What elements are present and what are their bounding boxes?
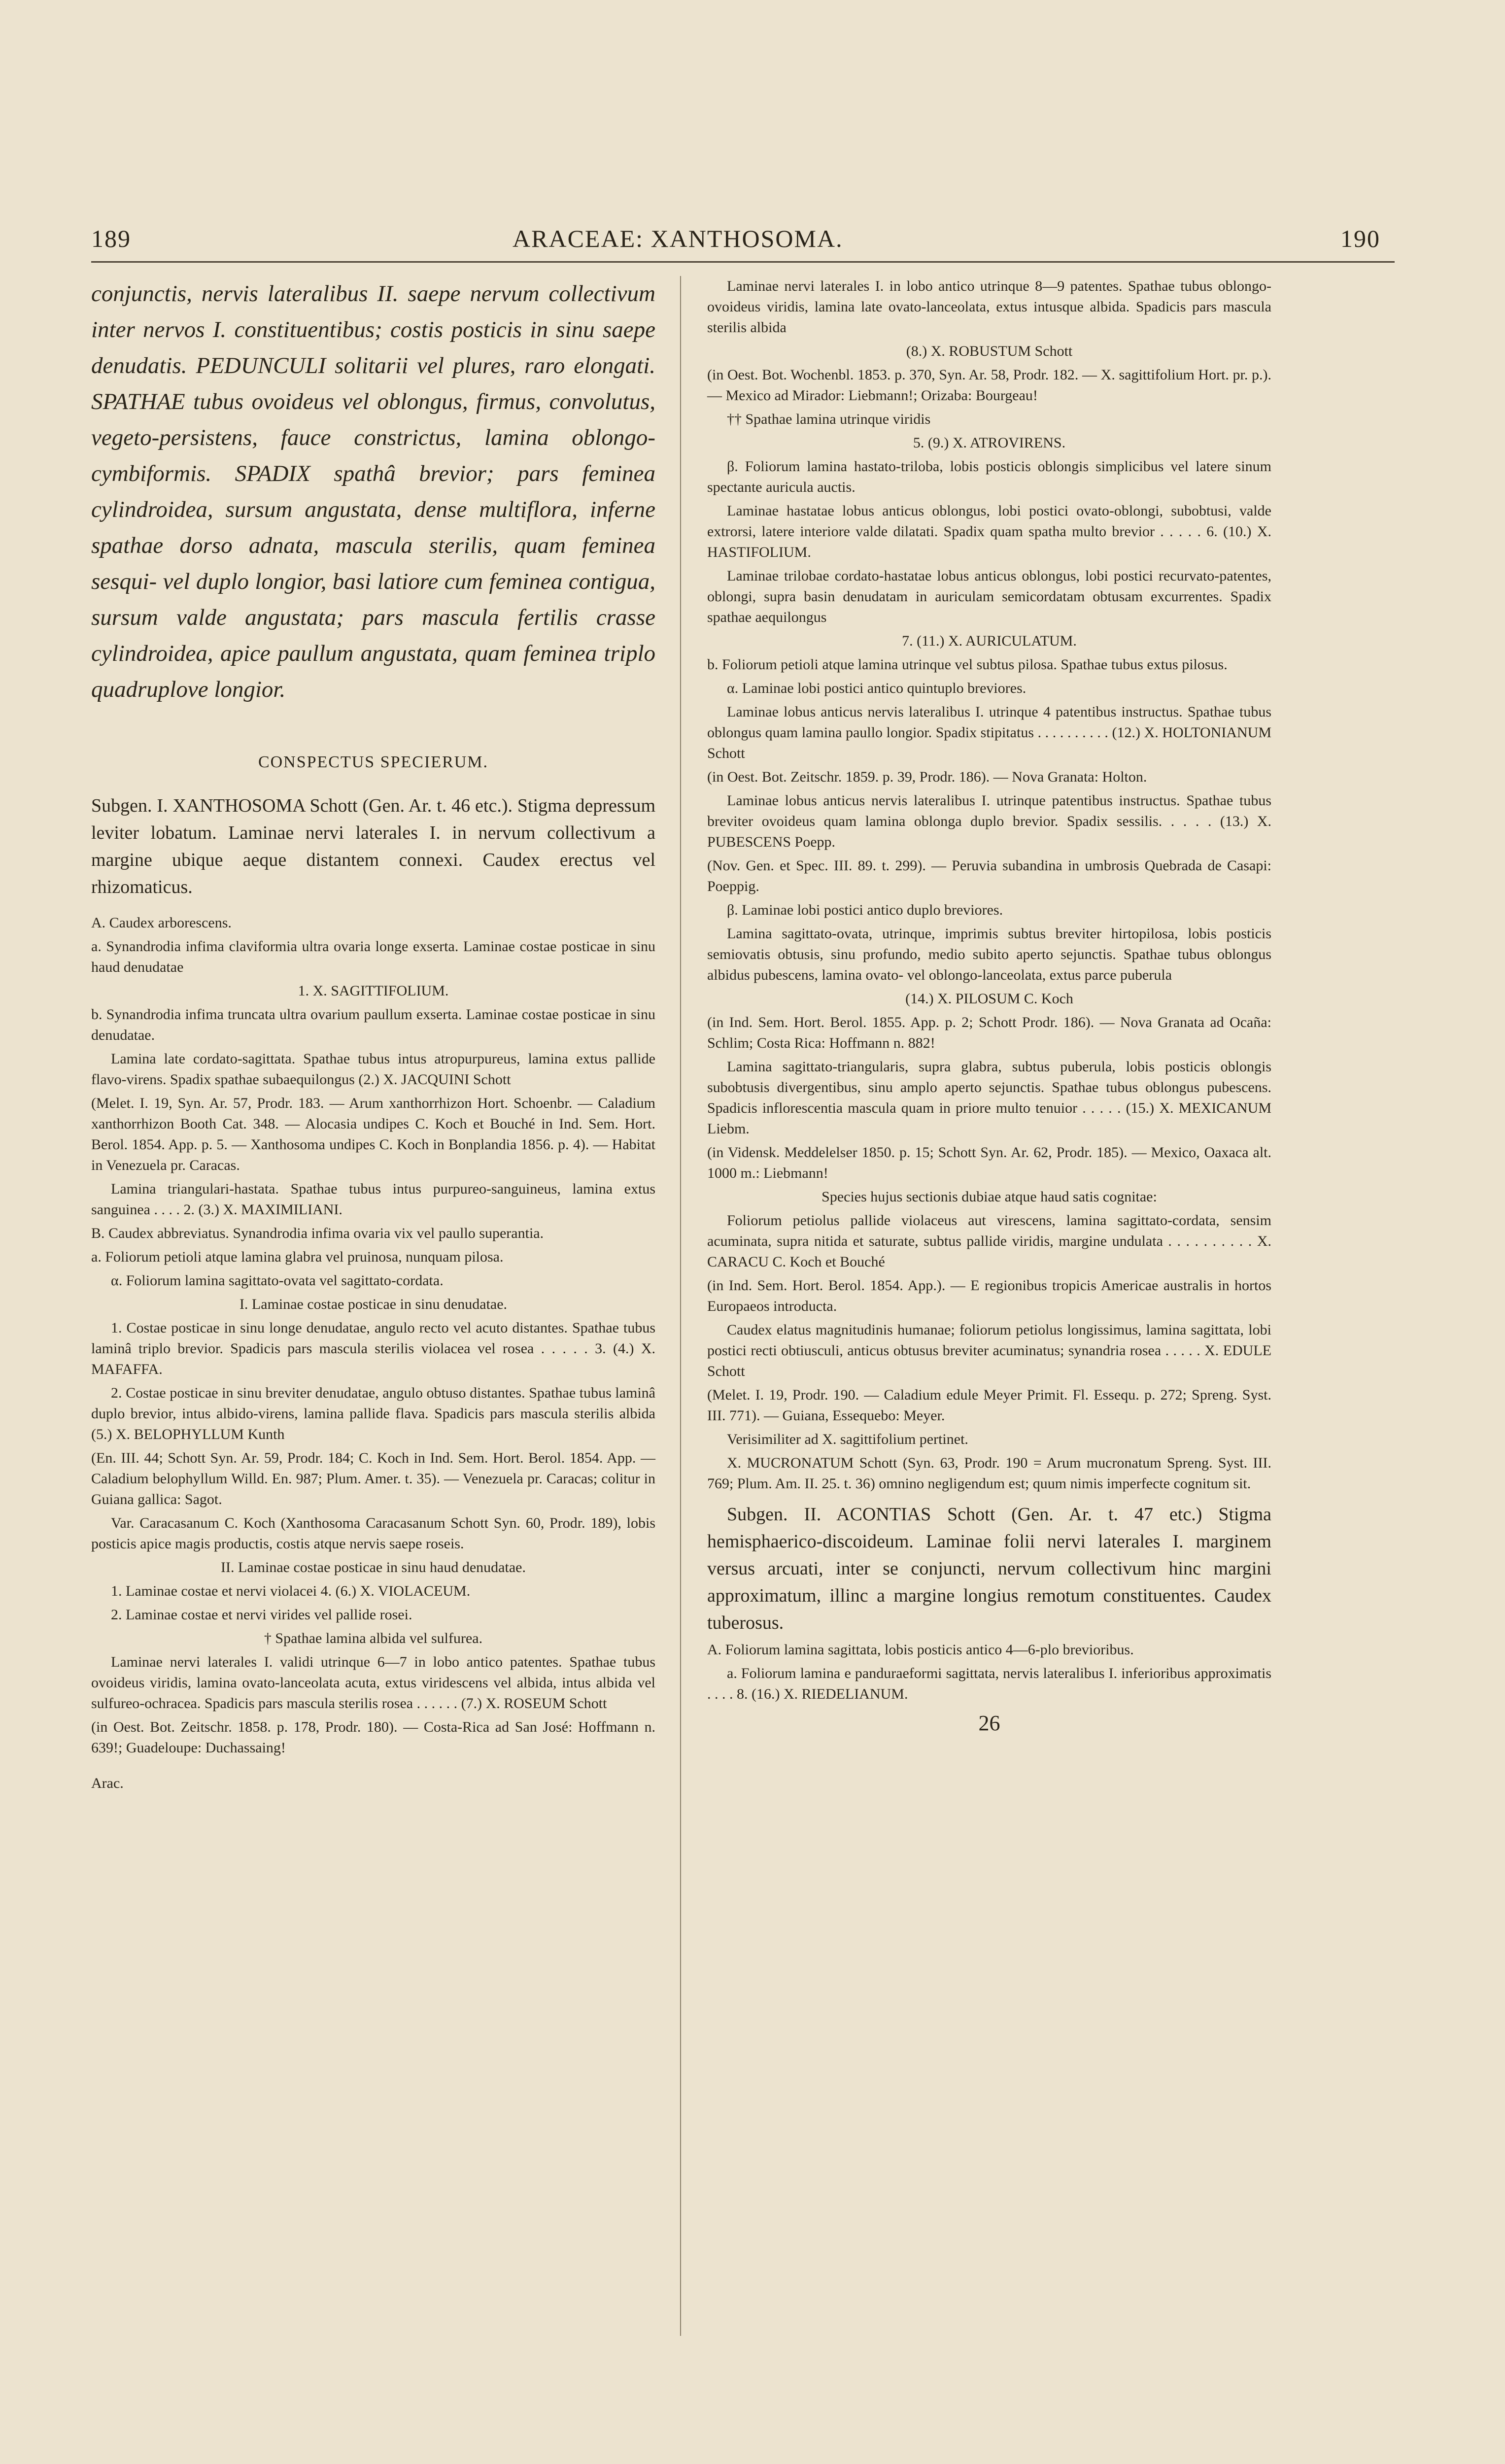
key-entry: †† Spathae lamina utrinque viridis	[727, 411, 931, 427]
citation: (in Oest. Bot. Zeitschr. 1859. p. 39, Prodr. 186). — Nova Granata: Holton.	[707, 769, 1147, 785]
header-rule	[91, 261, 1395, 263]
citation: (in Vidensk. Meddelelser 1850. p. 15; Schott Syn. Ar. 62, Prodr. 185). — Mexico, Oaxaca alt. 1000 m.: Liebmann!	[707, 1144, 1271, 1181]
citation: (in Ind. Sem. Hort. Berol. 1854. App.). — E regionibus tropicis Americae australis in hortos Europaeos introducta.	[707, 1277, 1271, 1314]
key-entry: a. Foliorum petioli atque lamina glabra vel pruinosa, nunquam pilosa.	[91, 1249, 504, 1265]
species-description: Caudex elatus magnitudinis humanae; foliorum petiolus longissimus, lamina sagittata, lobi postici recti obtiusculi, anticus obtusus breviter acuminatus; synandria rosea . . . . . X. EDULE Schott	[707, 1322, 1271, 1379]
species-description: Laminae lobus anticus nervis lateralibus I. utrinque 4 patentibus instructus. Spathae tubus oblongus quam lamina paullo longior. Spadix stipitatus . . . . . . . . . . (12.) X. HOLTONIANUM Schott	[707, 704, 1271, 761]
key-entry: A. Foliorum lamina sagittata, lobis posticis antico 4—6-plo brevioribus.	[707, 1642, 1134, 1658]
note: Verisimiliter ad X. sagittifolium pertinet.	[727, 1431, 968, 1447]
key-entry: II. Laminae costae posticae in sinu haud denudatae.	[221, 1559, 526, 1575]
citation: (Melet. I. 19, Prodr. 190. — Caladium edule Meyer Primit. Fl. Essequ. p. 272; Spreng. Syst. III. 771). — Guiana, Essequebo: Meyer.	[707, 1387, 1271, 1424]
citation: (Melet. I. 19, Syn. Ar. 57, Prodr. 183. — Arum xanthorrhizon Hort. Schoenbr. — Caladium xanthorrhizon Booth Cat. 348. — Alocasia undipes C. Koch et Bouché in Ind. Sem. Hort. Berol. 1854. App. p. 5. — Xanthosoma undipes C. Koch in Bonplandia 1856. p. 4). — Habitat in Venezuela pr. Caracas.	[91, 1095, 655, 1173]
species-name: 7. (11.) X. AURICULATUM.	[902, 633, 1077, 649]
species-name: (8.) X. ROBUSTUM Schott	[906, 343, 1073, 359]
key-entry: 1. Laminae costae et nervi violacei 4. (6.) X. VIOLACEUM.	[111, 1583, 471, 1599]
section-heading: Species hujus sectionis dubiae atque haud satis cognitae:	[821, 1189, 1157, 1205]
genus-description: conjunctis, nervis lateralibus II. saepe nervum collectivum inter nervos I. constituentibus; costis posticis in sinu saepe denudatis. PEDUNCULI solitarii vel plures, raro elongati. SPATHAE tubus ovoideus vel oblongus, firmus, convolutus, vegeto-persistens, fauce constrictus, lamina oblongo-cymbiformis. SPADIX spathâ brevior; pars feminea cylindroidea, sursum angustata, dense multiflora, inferne spathae dorso adnata, mascula sterilis, quam feminea sesqui- vel duplo longior, basi latiore cum feminea contigua, sursum valde angustata; pars mascula fertilis crasse cylindroidea, apice paullum angustata, quam feminea triplo quadruplove longior.	[91, 281, 655, 702]
species-description: Lamina sagittato-ovata, utrinque, imprimis subtus breviter hirtopilosa, lobis posticis semiovatis obtusis, sinu profundo, medio subito aperto sejunctis. Spathae tubus oblongus albidus pubescens, lamina ovato- vel oblongo-lanceolata, extus parce puberula	[707, 925, 1271, 983]
species-description: Lamina triangulari-hastata. Spathae tubus intus purpureo-sanguineus, lamina extus sanguinea . . . . 2. (3.) X. MAXIMILIANI.	[91, 1181, 655, 1218]
subgenus-1-heading: Subgen. I. XANTHOSOMA Schott (Gen. Ar. t. 46 etc.). Stigma depressum leviter lobatum. Laminae nervi laterales I. in nervum collectivum a margine ubique aeque distantem connexi. Caudex erectus vel rhizomaticus.	[91, 795, 655, 897]
species-name: 1. X. SAGITTIFOLIUM.	[298, 983, 449, 999]
species-description: Laminae trilobae cordato-hastatae lobus anticus oblongus, lobi postici recurvato-patentes, oblongi, supra basin denudatam in auriculam semicordatam obtusam excurrentes. Spadix spathae aequilongus	[707, 568, 1271, 625]
note: X. MUCRONATUM Schott (Syn. 63, Prodr. 190 = Arum mucronatum Spreng. Syst. III. 769; Plum. Am. II. 25. t. 36) omnino negligendum est; quum nimis imperfecte cognitum sit.	[707, 1455, 1271, 1492]
signature-number: 26	[978, 1711, 1000, 1735]
key-entry: † Spathae lamina albida vel sulfurea.	[264, 1630, 483, 1646]
conspectus-heading: CONSPECTUS SPECIERUM.	[258, 753, 489, 771]
species-description: Laminae lobus anticus nervis lateralibus I. utrinque patentibus instructus. Spathae tubus breviter ovoideus quam lamina oblonga duplo brevior. Spadix sessilis. . . . . (13.) X. PUBESCENS Poepp.	[707, 792, 1271, 850]
species-name: 5. (9.) X. ATROVIRENS.	[913, 435, 1066, 451]
species-description: Laminae nervi laterales I. in lobo antico utrinque 8—9 patentes. Spathae tubus oblongo-ovoideus viridis, lamina late ovato-lanceolata, extus intusque albida. Spadicis pars mascula sterilis albida	[707, 278, 1271, 336]
key-entry: b. Synandrodia infima truncata ultra ovarium paullum exserta. Laminae costae posticae in sinu denudatae.	[91, 1006, 655, 1043]
citation: (Nov. Gen. et Spec. III. 89. t. 299). — Peruvia subandina in umbrosis Quebrada de Casapi: Poeppig.	[707, 857, 1271, 894]
key-entry: β. Laminae lobi postici antico duplo breviores.	[727, 902, 1003, 918]
page-number-right: 190	[1340, 225, 1380, 252]
key-entry: B. Caudex abbreviatus. Synandrodia infima ovaria vix vel paullo superantia.	[91, 1225, 544, 1241]
running-title: ARACEAE: XANTHOSOMA.	[513, 225, 843, 252]
species-description: Laminae nervi laterales I. validi utrinque 6—7 in lobo antico patentes. Spathae tubus ovoideus viridis, lamina ovato-lanceolata acuta, extus viridescens vel albida, intus albida vel sulfureo-ochracea. Spadicis pars mascula sterilis rosea . . . . . . (7.) X. ROSEUM Schott	[91, 1654, 655, 1711]
key-entry: α. Laminae lobi postici antico quintuplo breviores.	[727, 680, 1026, 696]
key-entry: A. Caudex arborescens.	[91, 915, 232, 931]
citation: (in Ind. Sem. Hort. Berol. 1855. App. p. 2; Schott Prodr. 186). — Nova Granata ad Ocaña: Schlim; Costa Rica: Hoffmann n. 882!	[707, 1014, 1271, 1051]
left-column	[91, 276, 655, 1797]
subgenus-2-heading: Subgen. II. ACONTIAS Schott (Gen. Ar. t. 47 etc.) Stigma hemisphaerico-discoideum. Laminae folii nervi laterales I. marginem versus arcuati, inter se conjuncti, nervum collectivum hinc margini approximatum, illinc a margine longius remotum constituentes. Caudex tuberosus.	[707, 1504, 1271, 1633]
key-entry: a. Foliorum lamina e panduraeformi sagittata, nervis lateralibus I. inferioribus approximatis . . . . 8. (16.) X. RIEDELIANUM.	[707, 1665, 1271, 1702]
key-entry: 1. Costae posticae in sinu longe denudatae, angulo recto vel acuto distantes. Spathae tubus laminâ triplo brevior. Spadicis pars mascula sterilis violacea vel rosea . . . . . 3. (4.) X. MAFAFFA.	[91, 1320, 655, 1377]
key-entry: I. Laminae costae posticae in sinu denudatae.	[239, 1296, 508, 1312]
citation: (in Oest. Bot. Zeitschr. 1858. p. 178, Prodr. 180). — Costa-Rica ad San José: Hoffmann n. 639!; Guadeloupe: Duchassaing!	[91, 1719, 655, 1756]
species-description: Lamina sagittato-triangularis, supra glabra, subtus puberula, lobis posticis oblongis subobtusis divergentibus, sinu amplo aperto sejunctis. Spathae tubus oblongus pubescens. Spadicis inflorescentia mascula quam in priore multo tenuior . . . . . (15.) X. MEXICANUM Liebm.	[707, 1059, 1271, 1137]
species-description: Laminae hastatae lobus anticus oblongus, lobi postici ovato-oblongi, subobtusi, valde extrorsi, latere interiore valde dilatati. Spadix quam spatha multo brevior . . . . . 6. (10.) X. HASTIFOLIUM.	[707, 503, 1271, 560]
key-entry: a. Synandrodia infima claviformia ultra ovaria longe exserta. Laminae costae posticae in sinu haud denudatae	[91, 938, 655, 975]
citation: (in Oest. Bot. Wochenbl. 1853. p. 370, Syn. Ar. 58, Prodr. 182. — X. sagittifolium Hort. pr. p.). — Mexico ad Mirador: Liebmann!; Orizaba: Bourgeau!	[707, 367, 1271, 404]
species-description: Lamina late cordato-sagittata. Spathae tubus intus atropurpureus, lamina extus pallide flavo-virens. Spadix spathae subaequilongus (2.) X. JACQUINI Schott	[91, 1051, 655, 1088]
footer-signature-mark: Arac.	[91, 1775, 124, 1791]
key-entry: b. Foliorum petioli atque lamina utrinque vel subtus pilosa. Spathae tubus extus pilosus.	[707, 656, 1228, 673]
right-column	[707, 276, 1271, 1757]
variety-note: Var. Caracasanum C. Koch (Xanthosoma Caracasanum Schott Syn. 60, Prodr. 189), lobis posticis apice magis productis, costis atque nervis saepe roseis.	[91, 1515, 655, 1552]
column-divider	[680, 276, 681, 2336]
species-name: (14.) X. PILOSUM C. Koch	[905, 991, 1073, 1007]
page-number-left: 189	[91, 225, 131, 252]
key-entry: 2. Laminae costae et nervi virides vel pallide rosei.	[111, 1607, 412, 1623]
key-entry: 2. Costae posticae in sinu breviter denudatae, angulo obtuso distantes. Spathae tubus laminâ duplo brevior, intus albido-virens, lamina pallide flava. Spadicis pars mascula sterilis albida (5.) X. BELOPHYLLUM Kunth	[91, 1385, 655, 1442]
key-entry: β. Foliorum lamina hastato-triloba, lobis posticis oblongis simplicibus vel latere sinum spectante auricula auctis.	[707, 458, 1271, 495]
key-entry: α. Foliorum lamina sagittato-ovata vel sagittato-cordata.	[111, 1272, 444, 1289]
citation: (En. III. 44; Schott Syn. Ar. 59, Prodr. 184; C. Koch in Ind. Sem. Hort. Berol. 1854. App. — Caladium belophyllum Willd. En. 987; Plum. Amer. t. 35). — Venezuela pr. Caracas; colitur in Guiana gallica: Sagot.	[91, 1450, 655, 1507]
species-description: Foliorum petiolus pallide violaceus aut virescens, lamina sagittato-cordata, sensim acuminata, supra nitida et saturate, subtus pallide viridis, margine undulata . . . . . . . . . . X. CARACU C. Koch et Bouché	[707, 1212, 1271, 1270]
